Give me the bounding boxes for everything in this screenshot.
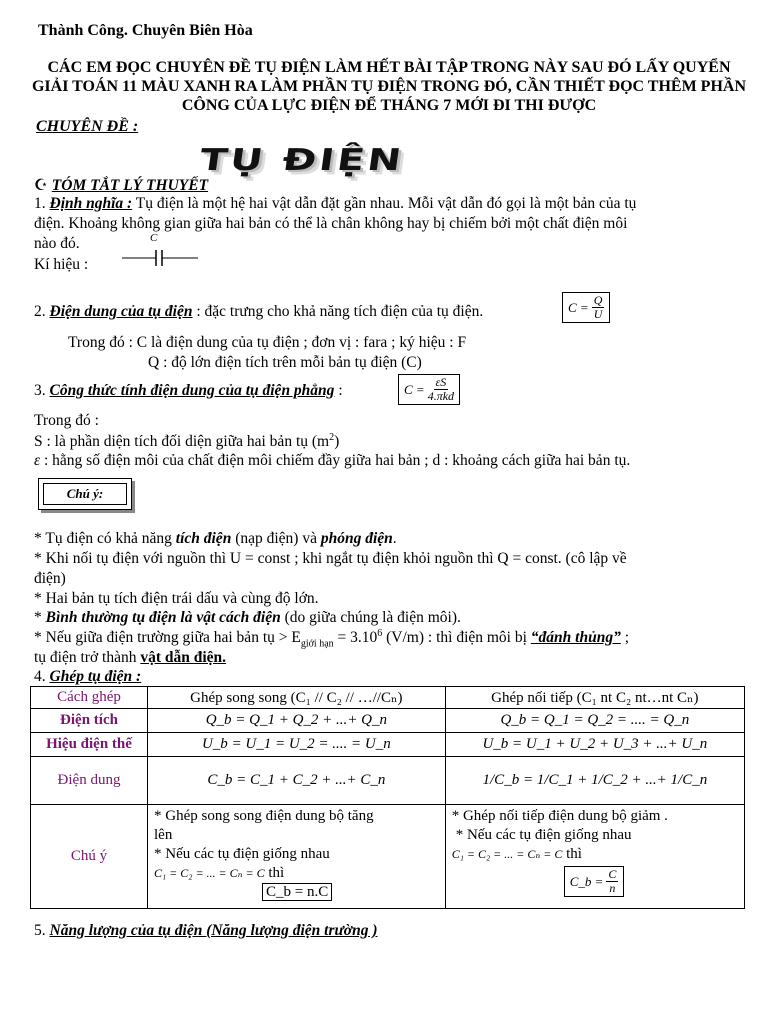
moon-star-icon: ☪ [34,177,48,194]
epsilon-text: : hằng số điện môi của chất điện môi chiếm đầy giữa hai bản ; d : khoảng cách giữa hai bản tụ. [43,452,631,469]
s2-formula-den: U [593,307,603,321]
area-line [34,432,339,451]
grouping-table [30,686,745,909]
s5-term: Năng lượng của tụ điện (Năng lượng điện trường ) [49,922,378,939]
table-header-row [31,687,745,709]
note-1-e: . [392,530,397,547]
note-3: * Hai bản tụ tích điện trái dấu và cùng độ lớn. [34,590,319,607]
table-row [31,709,745,733]
parallel-note-cell [148,805,446,909]
note-box [38,478,132,510]
note-4 [34,609,461,627]
series-result-num: C [608,867,617,881]
series-result-box [564,866,625,897]
capacitance-formula [562,292,610,323]
note-5 [34,628,629,649]
s3-colon: : [334,382,343,399]
definition-line-2: điện. Khoảng không gian giữa hai bản có thể là chân không hay bị chiếm bởi một chất điện môi [34,215,628,232]
parallel-note-thi: thì [268,865,285,881]
capacitance-where-2: Q : độ lớn điện tích trên mỗi bản tụ điện (C) [148,354,422,371]
s2-text: : đặc trưng cho khả năng tích điện của tụ điện. [192,303,484,320]
capacitance-line [34,303,483,321]
symbol-label: Kí hiệu : [34,256,89,273]
epsilon-line [34,452,630,470]
table-header-method: Cách ghép [31,687,148,709]
s1-text1: Tụ điện là một hệ hai vật dẫn đặt gần nhau. Mỗi vật dẫn đó gọi là một bản của tụ [132,195,637,212]
note-1-a: * Tụ điện có khả năng [34,530,176,547]
epsilon-symbol: ε [34,452,41,469]
series-note-eq-text: C₁ = C₂ = ... = Cₙ = C [451,847,563,861]
summary-heading-text: TÓM TẮT LÝ THUYẾT [51,177,209,194]
parallel-note-2: lên [154,827,173,843]
s3-formula-den: 4.πkd [427,389,455,403]
s4-term: Ghép tụ điện : [49,668,142,685]
series-note-eq [452,845,738,864]
note-6-a: tụ điện trở thành [34,649,141,666]
grouping-heading [34,668,141,686]
row-label-note: Chú ý [31,805,148,909]
note-box-label: Chú ý: [43,483,127,505]
parallel-note-3: * Nếu các tụ điện giống nhau [154,846,330,862]
s3-term: Công thức tính điện dung của tụ điện phẳng [49,382,335,399]
row-label-charge: Điện tích [31,709,148,733]
area-end: ) [334,433,340,451]
plate-formula-line [34,382,343,400]
series-voltage-eq: U_b = U_1 + U_2 + U_3 + ...+ U_n [445,733,744,757]
plate-capacitance-formula [398,374,460,405]
note-4-c: (do giữa chúng là điện môi). [280,609,461,626]
note-5-a: * Nếu giữa điện trường giữa hai bản tụ > E [34,629,301,647]
note-5-sup: 6 [377,628,383,639]
row-label-voltage: Hiệu điện thế [31,733,148,757]
s3-formula-num: εS [435,375,447,389]
note-5-e: ; [620,629,630,647]
area-sup: 2 [329,432,335,443]
table-header-series: Ghép nối tiếp (C₁ nt C₂ nt…nt Cₙ) [445,687,744,709]
series-capacitance-eq: 1/C_b = 1/C_1 + 1/C_2 + ...+ 1/C_n [445,757,744,805]
note-1-c: (nạp điện) và [231,530,321,547]
note-4-a: * [34,609,46,626]
author-line: Thành Công. Chuyên Biên Hòa [38,22,253,39]
series-note-cell [445,805,744,909]
note-5-b: = 3.10 [333,629,378,647]
s2-term: Điện dung của tụ điện [49,303,193,320]
note-1 [34,530,397,548]
parallel-charge-eq: Q_b = Q_1 + Q_2 + ...+ Q_n [148,709,446,733]
s1-num: 1. [34,195,46,212]
note-6 [34,649,226,667]
s5-num: 5. [34,922,46,939]
series-result-den: n [609,881,616,895]
series-note-2: * Nếu các tụ điện giống nhau [455,827,632,843]
note-5-sub: giới hạn [300,638,334,650]
table-row [31,805,745,909]
s4-num: 4. [34,668,46,685]
series-charge-eq: Q_b = Q_1 = Q_2 = .... = Q_n [445,709,744,733]
parallel-voltage-eq: U_b = U_1 = U_2 = .... = U_n [148,733,446,757]
parallel-note-1: * Ghép song song điện dung bộ tăng [154,808,374,824]
row-label-capacitance: Điện dung [31,757,148,805]
capacitor-symbol-letter: C [150,232,158,244]
energy-heading [34,922,378,940]
s2-formula-lhs: C = [568,299,589,315]
definition-line-1 [34,195,636,213]
note-6-b: vật dẫn điện. [140,649,227,666]
parallel-result-box: C_b = n.C [262,883,332,901]
s3-num: 3. [34,382,46,399]
area-text: S : là phần diện tích đối diện giữa hai bản tụ (m [34,433,330,451]
table-header-parallel: Ghép song song (C₁ // C₂ // …//Cₙ) [148,687,446,709]
table-row [31,757,745,805]
parallel-note-eq [154,864,439,883]
definition-line-3: nào đó. [34,235,80,252]
title-wordart: TỤ ĐIỆN [197,142,407,178]
note-1-d: phóng điện [320,530,393,547]
notice-paragraph: CÁC EM ĐỌC CHUYÊN ĐỀ TỤ ĐIỆN LÀM HẾT BÀI TẬP TRONG NÀY SAU ĐÓ LẤY QUYỂN GIẢI TOÁN 11 MÀU XANH RA LÀM PHẦN TỤ ĐIỆN TRONG ĐÓ, CẦN THIẾT ĐỌC THÊM PHẦN CÔNG CỦA LỰC ĐIỆN ĐỂ THÁNG 7 MỚI ĐI THI ĐƯỢC [31,59,746,114]
table-row [31,733,745,757]
chuyen-de-label: CHUYÊN ĐỀ : [36,118,139,135]
parallel-capacitance-eq: C_b = C_1 + C_2 + ...+ C_n [148,757,446,805]
note-1-b: tích điện [175,530,232,547]
series-note-thi: thì [566,846,582,862]
s1-term: Định nghĩa : [49,195,133,212]
capacitor-symbol-icon [120,248,200,268]
series-note-1: * Ghép nối tiếp điện dung bộ giảm . [451,808,668,824]
note-4-b: Bình thường tụ điện là vật cách điện [45,609,281,626]
note-2-b: điện) [34,570,66,587]
note-2-a: * Khi nối tụ điện với nguồn thì U = const ; khi ngắt tụ điện khỏi nguồn thì Q = const. (cô lập về [34,550,627,567]
s2-formula-num: Q [593,293,603,307]
capacitance-where-1: Trong đó : C là điện dung của tụ điện ; đơn vị : fara ; ký hiệu : F [68,334,467,351]
plate-where: Trong đó : [34,412,99,429]
series-result-lhs: C_b = [569,874,604,889]
summary-heading [34,176,208,195]
s3-formula-lhs: C = [404,381,425,397]
s2-num: 2. [34,303,46,320]
parallel-note-eq-text: C₁ = C₂ = ... = Cₙ = C [154,866,265,880]
note-5-c: (V/m) : thì điện môi bị [382,629,531,647]
note-5-d: “đánh thủng” [530,629,621,647]
